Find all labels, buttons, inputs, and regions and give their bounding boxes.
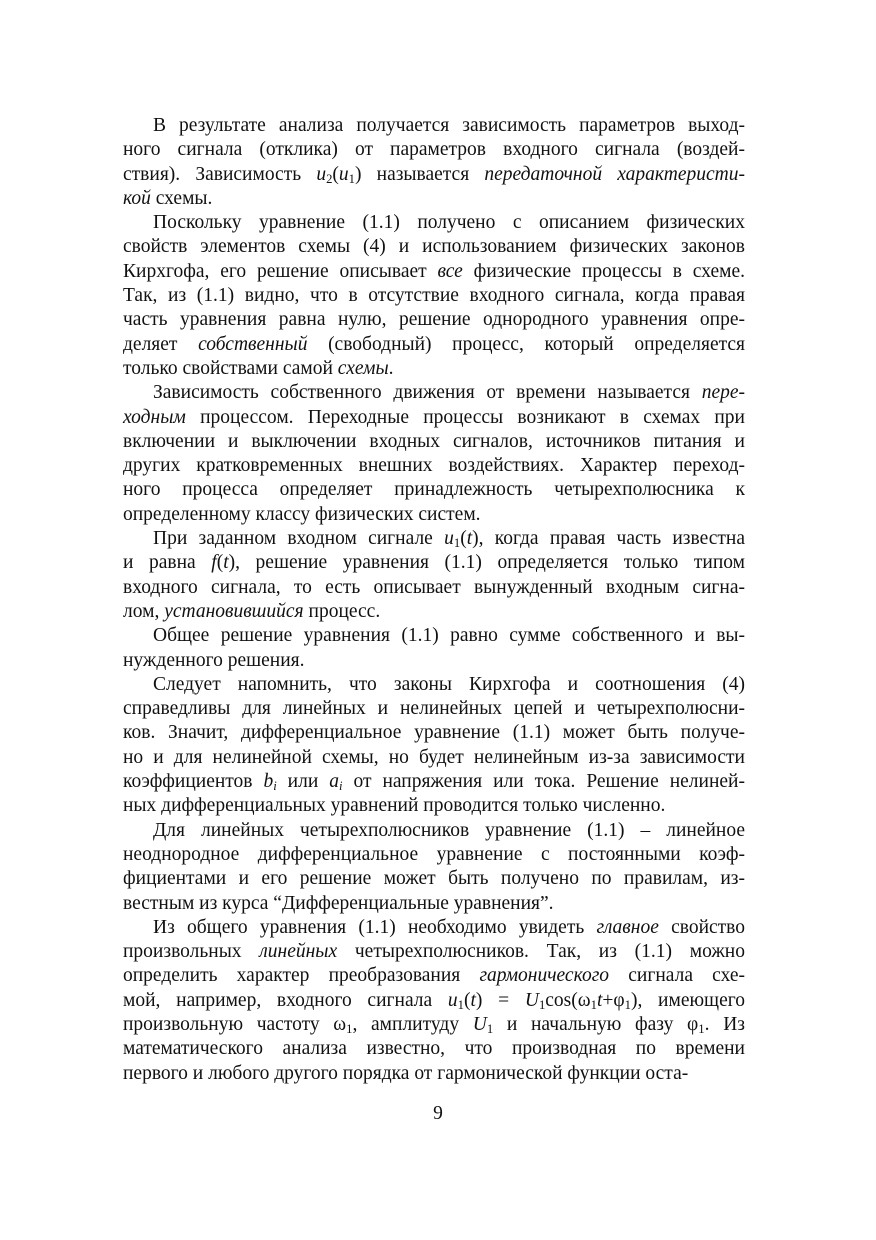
subscript: 1 [590,997,597,1012]
text-line [123,406,745,430]
text-run: В результате анализа получается зависимость параметров выход- [153,115,745,136]
text-run: математического анализа известно, что производная по времени [123,1038,745,1060]
italic-text: u [447,989,458,1011]
text-run: ков. Значит, дифференциальное уравнение (1.1) может быть получе- [123,722,745,744]
text-line [123,138,745,162]
text-run: . Из [704,1013,745,1035]
text-run: При заданном входном сигнале [153,528,445,550]
text-run: лом, [123,600,165,622]
text-run: или [276,771,330,793]
subscript: 1 [346,1022,353,1037]
italic-text: установившийся [164,600,304,622]
italic-text: линейных [259,941,338,963]
subscript: i [273,779,277,794]
text-run: Следует напомнить, что законы Кирхгофа и соотношения (4) [153,673,745,695]
paragraph [123,381,745,527]
italic-text: u [338,163,349,185]
text-run: входного сигнала, то есть описывает вынужденный входным сигна- [123,576,745,598]
text-run: определенному классу физических систем. [123,503,481,525]
italic-text: пере- [701,382,745,404]
italic-text: t [223,552,229,574]
text-line [123,211,745,235]
italic-text: b [263,771,274,793]
text-run: Для линейных четырехполюсников уравнение (1.1) – линейное [153,819,745,841]
paragraph [123,916,745,1086]
italic-text: t [466,528,473,550]
text-line [123,357,745,381]
subscript: i [339,779,343,794]
text-line [123,867,745,891]
text-run: включении и выключении входных сигналов, источников питания и [123,430,745,452]
italic-text: t [470,989,476,1011]
text-line [123,600,745,624]
text-line [123,478,745,502]
italic-text: схемы [337,357,389,379]
paragraph [123,211,745,381]
text-run: ствия). Зависимость [123,163,317,185]
text-line [123,163,745,187]
text-run: и начальную фазу φ [493,1013,699,1035]
text-run: ного процесса определяет принадлежность четырехполюсника к [123,479,745,501]
text-run: +φ [602,989,625,1011]
text-run: ), имеющего [630,989,745,1011]
text-run: ), когда правая часть известна [472,528,745,550]
subscript: 1 [453,536,461,551]
text-line [123,187,745,211]
text-line [123,989,745,1013]
text-run: только свойствами самой [123,357,338,379]
text-line [123,770,745,794]
paragraph [123,819,745,916]
text-line [123,1062,745,1086]
subscript: 1 [624,997,631,1012]
text-line [123,430,745,454]
text-run: ного сигнала (отклика) от параметров входного сигнала (воздей- [123,139,745,161]
italic-text: ходным [123,406,186,428]
text-run: ( [460,528,467,550]
text-run: ) называется [354,163,485,185]
text-run: определить характер преобразования [123,965,480,987]
text-line [123,235,745,259]
paragraph [123,624,745,673]
text-run: Кирхгофа, его решение описывает [123,260,438,282]
text-line [123,551,745,575]
subscript: 1 [348,171,355,186]
text-run: Так, из (1.1) видно, что в отсутствие входного сигнала, когда правая [123,285,745,307]
italic-text: U [472,1013,487,1035]
text-line [123,308,745,332]
text-run: Из общего уравнения (1.1) необходимо увидеть [153,916,597,938]
text-run: свойств элементов схемы (4) и использованием физических законов [123,236,745,258]
text-line [123,454,745,478]
italic-text: u [316,163,327,185]
page-text [123,114,745,1086]
text-run: других кратковременных внешних воздействиях. Характер переход- [123,455,745,477]
italic-text: a [329,771,339,793]
italic-text: f [211,552,217,574]
subscript: 2 [326,171,333,186]
text-line [123,940,745,964]
subscript: 1 [698,1022,705,1037]
text-line [123,721,745,745]
text-line [123,819,745,843]
text-run: деляет [123,333,199,355]
text-run: физические процессы в схеме. [462,260,745,282]
text-run: от напряжения или тока. Решение нелиней- [342,771,745,793]
text-line [123,697,745,721]
text-line [123,794,745,818]
text-run: , амплитуду [352,1013,473,1035]
text-run: четырехполюсников. Так, из (1.1) можно [337,941,745,963]
text-run: но и для нелинейной схемы, но будет нелинейным из-за зависимости [123,746,745,768]
text-run: мой, например, входного сигнала [123,989,448,1011]
text-line [123,1013,745,1037]
italic-text: t [596,989,603,1011]
text-run: сигнала схе- [609,965,745,987]
text-run: схемы. [150,187,213,209]
italic-text: гармонического [479,965,610,987]
text-run: . [388,357,394,379]
text-run: (свободный) процесс, который определяется [307,333,745,355]
italic-text: передаточной характеристи- [484,163,745,185]
text-line [123,576,745,600]
text-line [123,892,745,916]
text-run: ( [332,163,339,185]
text-run: и равна [123,552,212,574]
italic-text: главное [596,916,659,938]
text-run: справедливы для линейных и нелинейных цепей и четырехполюсни- [123,698,745,720]
page-number: 9 [433,1103,443,1124]
text-run: процесс. [303,600,381,622]
text-run: cos(ω [545,989,591,1011]
text-run: произвольную частоту ω [123,1013,347,1035]
text-run: Зависимость собственного движения от времени называется [153,382,702,404]
subscript: 1 [457,997,464,1012]
text-line [123,916,745,940]
italic-text: u [444,528,454,550]
text-run: ) = [475,989,525,1011]
text-line [123,843,745,867]
italic-text: U [524,989,539,1011]
text-line [123,527,745,551]
paragraph [123,673,745,819]
text-line [123,624,745,648]
text-run: фициентами и его решение может быть получено по правилам, из- [123,868,745,890]
text-line [123,503,745,527]
text-run: Поскольку уравнение (1.1) получено с описанием физических [153,212,745,234]
italic-text: собственный [198,333,308,355]
text-line [123,964,745,988]
paragraph [123,114,745,211]
text-line [123,381,745,405]
text-run: свойство [658,916,746,938]
text-run: ), решение уравнения (1.1) определяется только типом [228,552,745,574]
text-run: ( [216,552,224,574]
italic-text: кой [123,187,151,209]
text-run: процессом. Переходные процессы возникают в схемах при [185,406,745,428]
text-line [123,746,745,770]
text-line [123,284,745,308]
italic-text: все [437,260,463,282]
text-line [123,1037,745,1061]
text-line [123,673,745,697]
subscript: 1 [538,997,546,1012]
text-line [123,649,745,673]
text-line [123,114,745,138]
subscript: 1 [486,1022,494,1037]
text-line [123,260,745,284]
text-run: нужденного решения. [123,649,305,671]
paragraph [123,527,745,624]
text-run: ных дифференциальных уравнений проводится только численно. [123,795,666,817]
text-line [123,333,745,357]
text-run: вестным из курса “Дифференциальные уравнения”. [123,892,554,914]
text-run: неоднородное дифференциальное уравнение с постоянными коэф- [123,843,745,865]
text-run: коэффициентов [123,771,264,793]
text-run: часть уравнения равна нулю, решение однородного уравнения опре- [123,309,745,331]
text-run: ( [463,989,471,1011]
text-run: Общее решение уравнения (1.1) равно сумме собственного и вы- [153,625,745,647]
text-run: первого и любого другого порядка от гармонической функции оста- [123,1062,689,1084]
text-run: произвольных [123,941,260,963]
